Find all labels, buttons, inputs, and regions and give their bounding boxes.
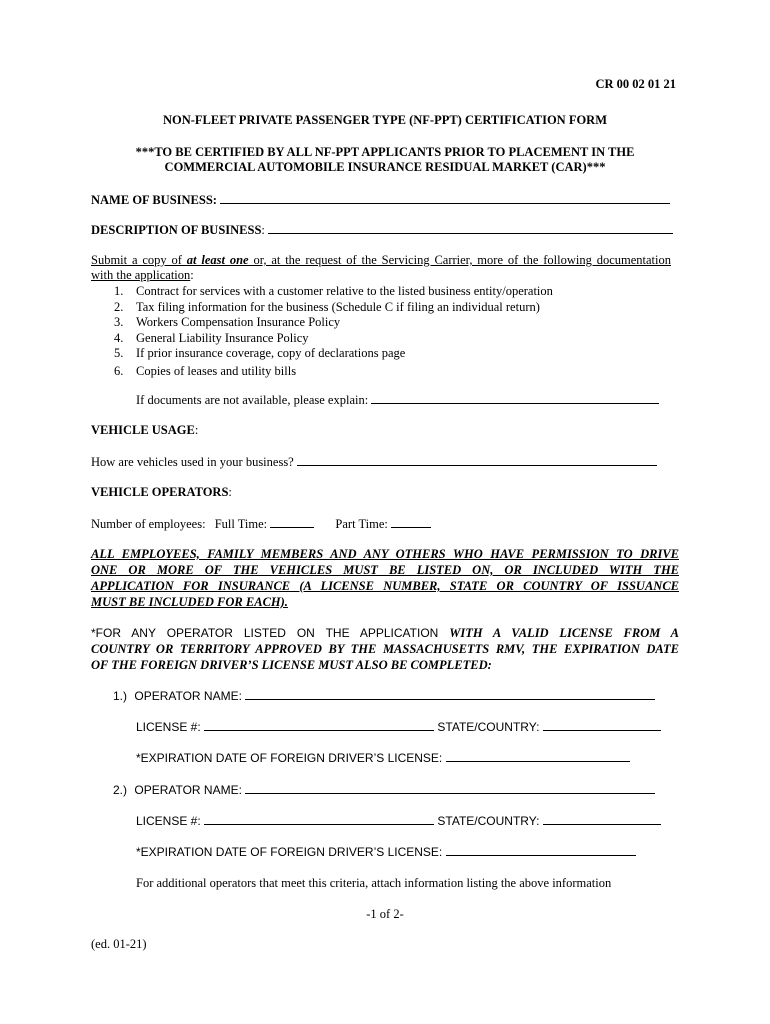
subtitle-line-2: COMMERCIAL AUTOMOBILE INSURANCE RESIDUAL MARKET (CAR)*** <box>164 160 606 174</box>
name-of-business-field[interactable] <box>220 192 670 204</box>
vehicle-operators-heading: VEHICLE OPERATORS: <box>91 485 232 499</box>
vehicle-usage-field[interactable] <box>297 454 657 466</box>
vehicle-usage-heading: VEHICLE USAGE: <box>91 423 199 437</box>
list-item: 4. General Liability Insurance Policy <box>114 330 309 345</box>
part-time-field[interactable] <box>391 516 431 528</box>
list-item: 2. Tax filing information for the business (Schedule C if filing an individual return) <box>114 299 540 314</box>
operator-2-expiration-row: *EXPIRATION DATE OF FOREIGN DRIVER’S LICENSE: <box>136 844 636 859</box>
vehicle-usage-question: How are vehicles used in your business? <box>91 455 294 469</box>
list-item: 3. Workers Compensation Insurance Policy <box>114 315 341 330</box>
edition: (ed. 01-21) <box>91 937 147 951</box>
part-time-label: Part Time: <box>335 517 388 531</box>
operator-1-license-field[interactable] <box>204 719 434 731</box>
submit-paragraph: Submit a copy of at least one or, at the request of the Servicing Carrier, more of the following documentation with the application: <box>91 253 671 282</box>
not-available-row <box>136 392 659 408</box>
operator-2-name-field[interactable] <box>245 782 655 794</box>
list-item: 5. If prior insurance coverage, copy of declarations page <box>114 346 406 361</box>
document-list <box>114 284 553 380</box>
subtitle-line-1: ***TO BE CERTIFIED BY ALL NF-PPT APPLICANTS PRIOR TO PLACEMENT IN THE <box>135 145 635 159</box>
description-label: DESCRIPTION OF BUSINESS <box>91 223 262 237</box>
operator-1-license-row: LICENSE #: STATE/COUNTRY: <box>136 719 661 734</box>
page-number: -1 of 2- <box>366 907 404 921</box>
at-least-one-emphasis: at least one <box>186 253 249 267</box>
operator-2-license-field[interactable] <box>204 813 434 825</box>
not-available-field[interactable] <box>371 392 659 404</box>
operator-1-name-row: 1.) OPERATOR NAME: <box>113 688 655 703</box>
full-time-label: Full Time: <box>214 517 268 531</box>
operator-1-expiration-field[interactable] <box>446 750 630 762</box>
vehicle-usage-row <box>91 454 657 470</box>
description-field[interactable] <box>268 222 673 234</box>
all-employees-notice: ALL EMPLOYEES, FAMILY MEMBERS AND ANY OTHERS WHO HAVE PERMISSION TO DRIVE ONE OR MORE OF THE VEHICLES MUST BE LISTED ON, OR INCLUDED WITH THE APPLICATION FOR INSURANCE (A LICENSE NUMBER, STATE OR COUNTRY OF ISSUANCE MUST BE INCLUDED FOR EACH). <box>91 547 679 609</box>
name-of-business-row <box>91 192 670 208</box>
employees-row <box>91 516 431 532</box>
operator-2-expiration-field[interactable] <box>446 844 636 856</box>
additional-operators-note: For additional operators that meet this criteria, attach information listing the above information <box>136 876 612 890</box>
description-row: DESCRIPTION OF BUSINESS: <box>91 222 673 238</box>
list-item: 1. Contract for services with a customer relative to the listed business entity/operation <box>114 284 553 298</box>
foreign-license-notice: *FOR ANY OPERATOR LISTED ON THE APPLICATION WITH A VALID LICENSE FROM A COUNTRY OR TERRITORY APPROVED BY THE MASSACHUSETTS RMV, THE EXPIRATION DATE OF THE FOREIGN DRIVER’S LICENSE MUST ALSO BE COMPLETED: <box>91 626 679 672</box>
operator-2-state-field[interactable] <box>543 813 661 825</box>
operator-1-name-field[interactable] <box>245 688 655 700</box>
name-of-business-label: NAME OF BUSINESS: <box>91 193 217 207</box>
full-time-field[interactable] <box>270 516 314 528</box>
employees-label: Number of employees: <box>91 517 206 531</box>
form-title: NON-FLEET PRIVATE PASSENGER TYPE (NF-PPT) CERTIFICATION FORM <box>162 113 608 127</box>
operator-2-license-row: LICENSE #: STATE/COUNTRY: <box>136 813 661 828</box>
operator-2-name-row: 2.) OPERATOR NAME: <box>113 782 655 797</box>
operator-1-expiration-row: *EXPIRATION DATE OF FOREIGN DRIVER’S LICENSE: <box>136 750 630 765</box>
not-available-label: If documents are not available, please explain: <box>136 393 369 407</box>
form-code: CR 00 02 01 21 <box>595 77 676 91</box>
list-item: 6. Copies of leases and utility bills <box>114 363 297 378</box>
operator-1-state-field[interactable] <box>543 719 661 731</box>
